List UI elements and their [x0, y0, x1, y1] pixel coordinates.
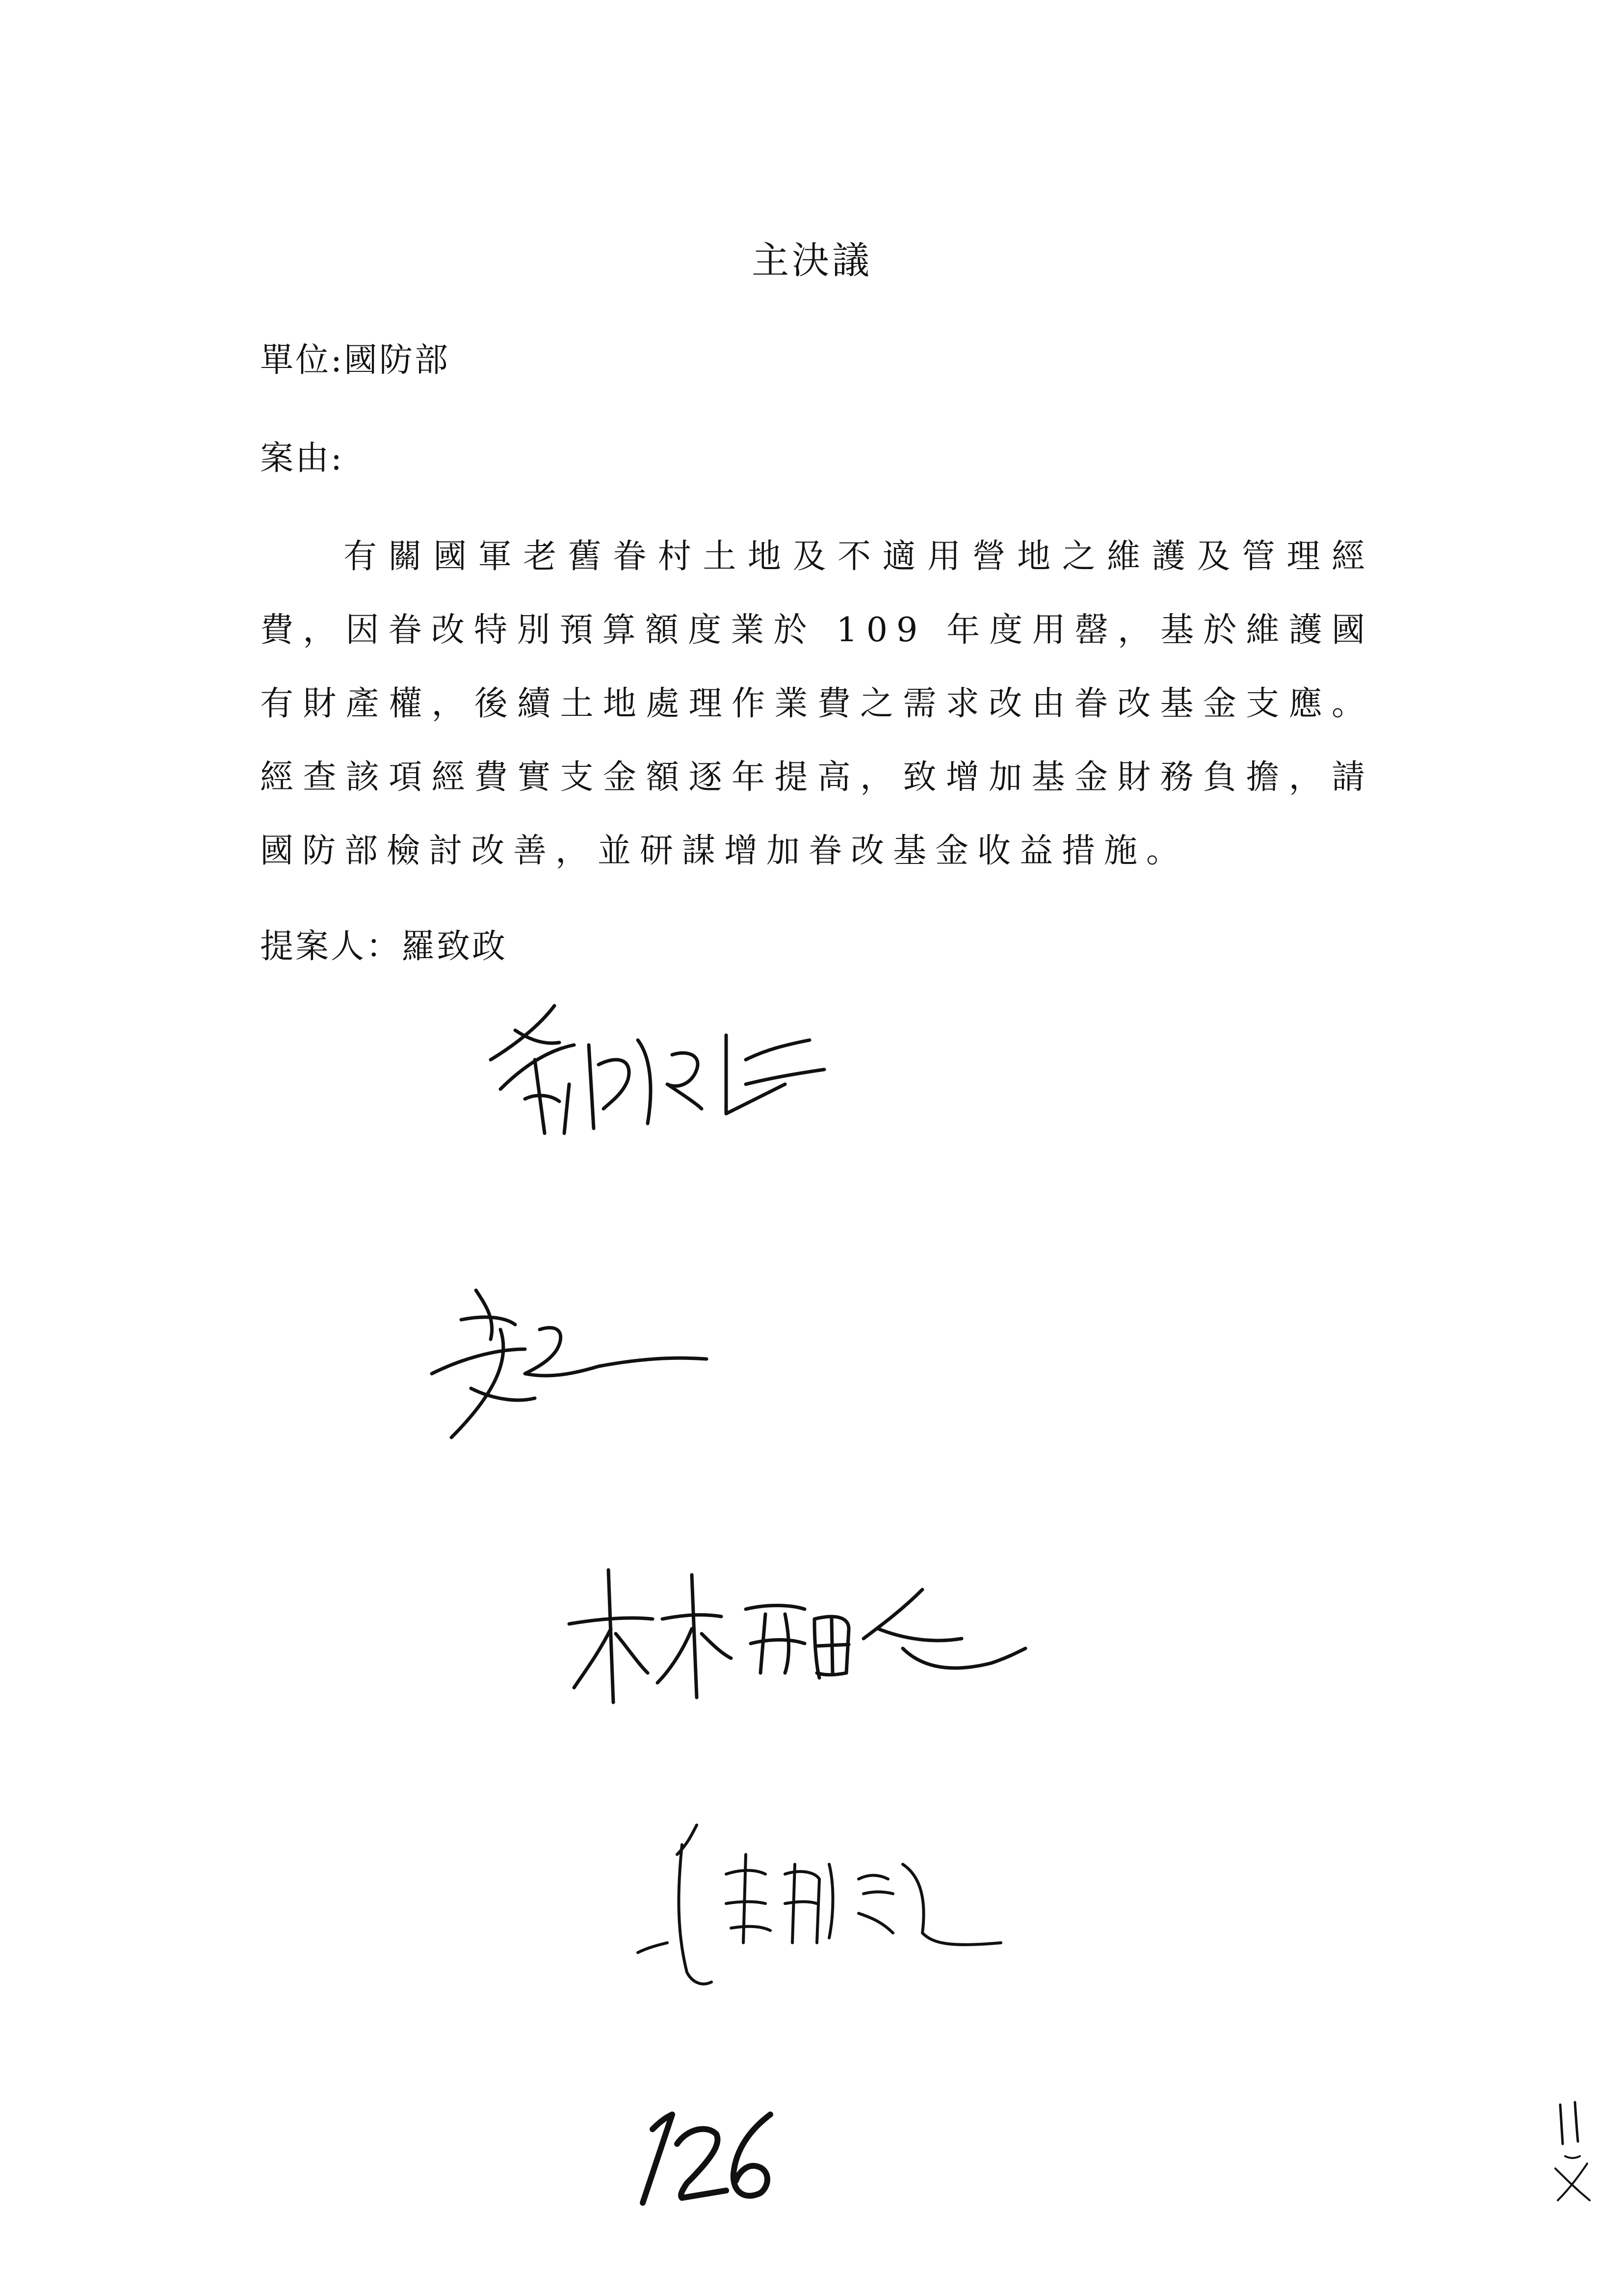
- signature-1: [471, 986, 854, 1148]
- handwritten-page-number: [623, 2095, 800, 2218]
- unit-line: 單位:國防部: [260, 341, 450, 380]
- reason-label: 案由:: [260, 439, 344, 478]
- signature-4: [628, 1805, 1011, 1992]
- document-title: 主決議: [752, 238, 872, 282]
- reason-body: 有關國軍老舊眷村土地及不適用營地之維護及管理經費，因眷改特別預算額度業於 109 年度用罄，基於維護國有財產權，後續土地處理作業費之需求改由眷改基金支應。經查該項經費實支金額逐年提高，致增加基金財務負擔，請國防部檢討改善，並研謀增加眷改基金收益措施。: [260, 537, 1374, 870]
- margin-mark: [1545, 2095, 1599, 2208]
- signature-2: [412, 1276, 716, 1462]
- proposer-line: 提案人：羅致政: [260, 927, 508, 966]
- signature-3: [559, 1540, 1030, 1717]
